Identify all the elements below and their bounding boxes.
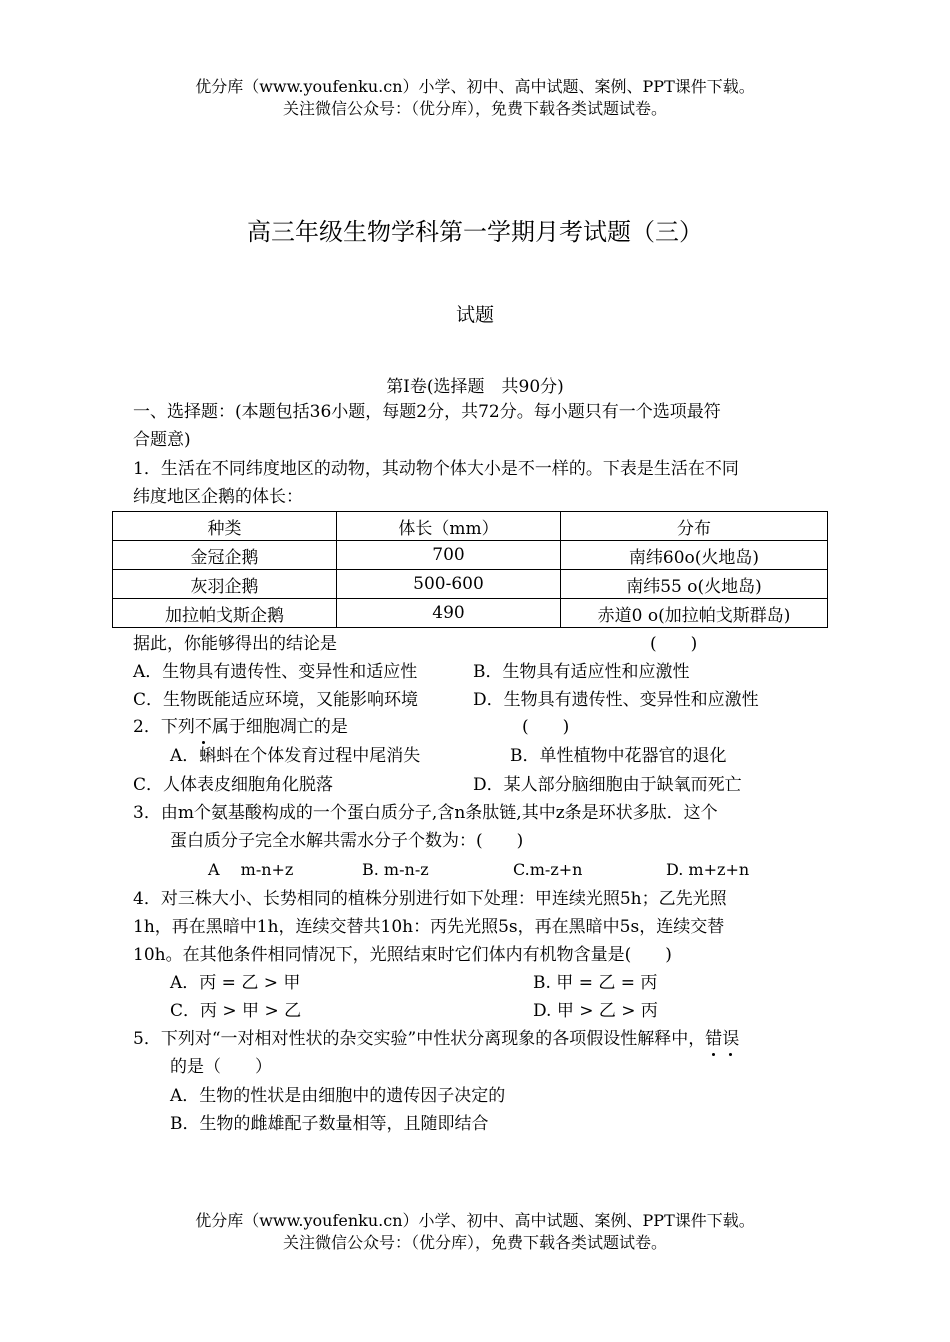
q2-stem-pre: 2．下列: [133, 717, 195, 737]
page-subtitle: 试题: [455, 304, 494, 326]
q5-line-2: 的是（ ）: [170, 1057, 272, 1077]
table-cell: 灰羽企鹅: [113, 570, 337, 599]
q3-option-a: A m-n+z: [208, 860, 294, 879]
q2-option-d: D．某人部分脑细胞由于缺氧而死亡: [473, 775, 742, 795]
table-row: [113, 599, 828, 628]
footer-line-2: 关注微信公众号：（优分库），免费下载各类试题试卷。: [282, 1233, 667, 1252]
table-cell: 500-600: [337, 570, 561, 599]
page-title: 高三年级生物学科第一学期月考试题（三）: [247, 218, 703, 246]
q1-answer-blank: ( ): [650, 634, 698, 654]
q4-option-b: B. 甲 = 乙 = 丙: [533, 973, 658, 993]
header-line-2: 关注微信公众号：（优分库），免费下载各类试题试卷。: [282, 99, 667, 118]
q1-line-1: 1．生活在不同纬度地区的动物，其动物个体大小是不一样的。下表是生活在不同: [133, 459, 739, 479]
table-cell: 金冠企鹅: [113, 541, 337, 570]
instructions-line-1: 一、选择题：(本题包括36小题，每题2分，共72分。每小题只有一个选项最符: [133, 402, 721, 422]
q4-line-3: 10h。在其他条件相同情况下，光照结束时它们体内有机物含量是( ): [133, 945, 672, 965]
footer-line-1: 优分库（www.youfenku.cn）小学、初中、高中试题、案例、PPT课件下载。: [195, 1211, 755, 1230]
q1-option-d: D．生物具有遗传性、变异性和应激性: [473, 690, 759, 710]
q5-option-a: A．生物的性状是由细胞中的遗传因子决定的: [170, 1086, 506, 1106]
q2-emphasis: 不: [194, 717, 212, 737]
table-cell: 赤道0 o(加拉帕戈斯群岛): [561, 599, 828, 628]
q1-option-b: B．生物具有适应性和应激性: [473, 662, 690, 682]
table-header-cell: 分布: [561, 512, 828, 541]
q2-stem: [133, 713, 348, 741]
q1-stem: 据此，你能够得出的结论是: [133, 634, 337, 654]
q2-stem-post: 属于细胞凋亡的是: [211, 717, 348, 737]
table-header-row: [113, 512, 828, 541]
table-row: [113, 541, 828, 570]
table-cell: 490: [337, 599, 561, 628]
table-cell: 南纬55 o(火地岛): [561, 570, 828, 599]
q3-option-c: C.m-z+n: [513, 860, 583, 879]
table-cell: 南纬60o(火地岛): [561, 541, 828, 570]
q3-line-2: 蛋白质分子完全水解共需水分子个数为：( ): [170, 831, 524, 851]
q1-option-a: A．生物具有遗传性、变异性和适应性: [133, 662, 418, 682]
q1-line-2: 纬度地区企鹅的体长：: [133, 487, 303, 507]
table-cell: 加拉帕戈斯企鹅: [113, 599, 337, 628]
q4-line-1: 4．对三株大小、长势相同的植株分别进行如下处理：甲连续光照5h；乙先光照: [133, 889, 727, 909]
q2-answer-blank: ( ): [522, 717, 570, 737]
q4-option-d: D. 甲 > 乙 > 丙: [533, 1001, 658, 1021]
q2-option-a: A．蝌蚪在个体发育过程中尾消失: [170, 746, 421, 766]
q2-option-c: C．人体表皮细胞角化脱落: [133, 775, 334, 795]
q4-line-2: 1h，再在黑暗中1h，连续交替共10h：丙先光照5s，再在黑暗中5s，连续交替: [133, 917, 725, 937]
q4-option-a: A．丙 = 乙 > 甲: [170, 973, 301, 993]
q3-line-1: 3．由m个氨基酸构成的一个蛋白质分子,含n条肽链,其中z条是环状多肽．这个: [133, 803, 718, 823]
q1-option-c: C．生物既能适应环境，又能影响环境: [133, 690, 419, 710]
q5-stem-pre: 5．下列对“一对相对性状的杂交实验”中性状分离现象的各项假设性解释中，: [133, 1029, 706, 1049]
table-row: [113, 570, 828, 599]
q5-emphasis-1: 错: [705, 1029, 723, 1049]
table-header-cell: 体长（mm）: [337, 512, 561, 541]
q2-option-b: B．单性植物中花器官的退化: [510, 746, 727, 766]
penguin-table: [112, 511, 828, 628]
instructions-line-2: 合题意): [133, 430, 191, 450]
q5-option-b: B．生物的雌雄配子数量相等，且随即结合: [170, 1114, 489, 1134]
q5-line-1: [133, 1025, 739, 1053]
q5-emphasis-2: 误: [722, 1029, 740, 1049]
table-cell: 700: [337, 541, 561, 570]
q4-option-c: C．丙 > 甲 > 乙: [170, 1001, 302, 1021]
q3-option-d: D. m+z+n: [666, 860, 750, 879]
section-heading: 第Ⅰ卷(选择题 共90分): [386, 377, 564, 397]
q3-option-b: B. m-n-z: [362, 860, 429, 879]
header-line-1: 优分库（www.youfenku.cn）小学、初中、高中试题、案例、PPT课件下载。: [195, 77, 755, 96]
table-header-cell: 种类: [113, 512, 337, 541]
